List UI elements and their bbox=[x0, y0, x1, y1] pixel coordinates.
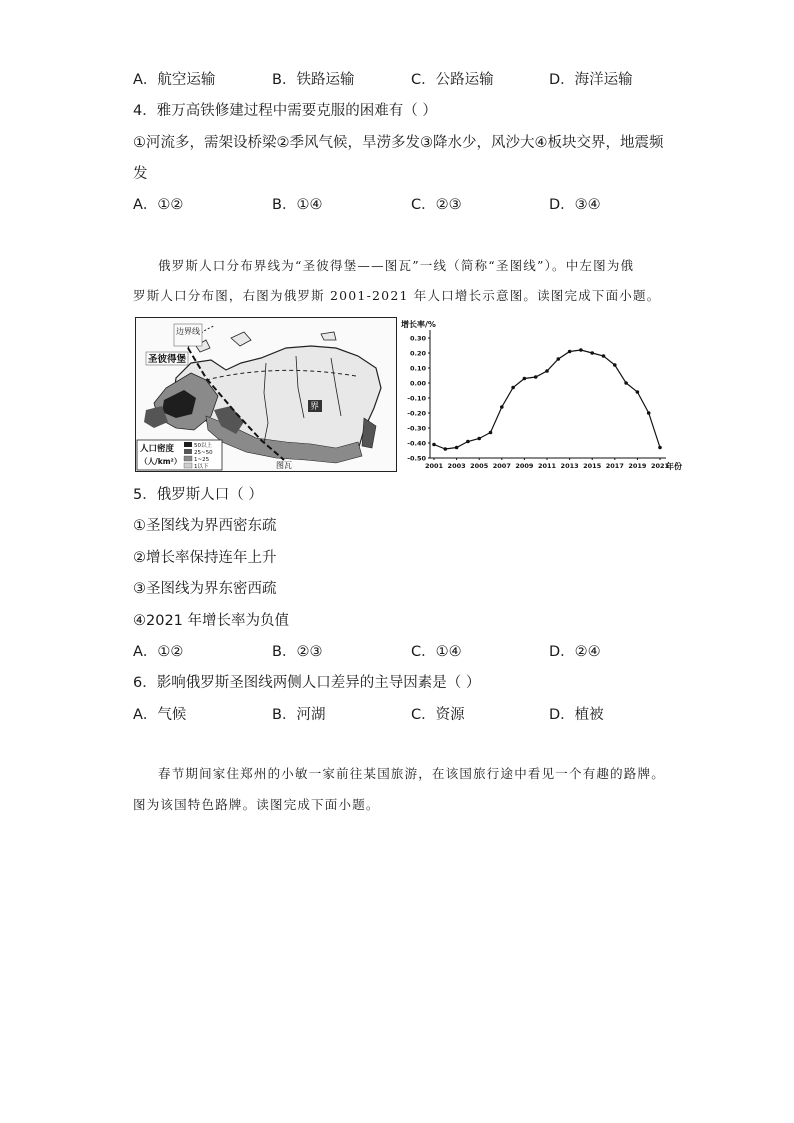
y-tick-label: 0.30 bbox=[409, 334, 426, 343]
label-st-petersburg: 圣彼得堡 bbox=[148, 354, 187, 365]
legend-item-2: 25~50 bbox=[194, 450, 213, 456]
label-border-sign: 界 bbox=[310, 402, 320, 412]
x-tick-label: 2021 bbox=[650, 462, 670, 470]
y-tick-label: 0.20 bbox=[409, 349, 426, 358]
x-tick-label: 2013 bbox=[560, 462, 579, 470]
x-tick-label: 2001 bbox=[424, 462, 444, 470]
population-map-figure bbox=[136, 318, 396, 471]
data-point bbox=[455, 446, 459, 450]
intro1-line1: 俄罗斯人口分布界线为“圣彼得堡——图瓦”一线（简称“圣图线”）。中左图为俄 bbox=[158, 258, 635, 273]
q5-statement-1: ①圣图线为界西密东疏 bbox=[133, 518, 277, 534]
legend-item-1: 50以上 bbox=[194, 443, 212, 449]
data-point bbox=[511, 386, 515, 390]
q5-statement-4: ④2021 年增长率为负值 bbox=[133, 613, 290, 629]
legend-swatch-3 bbox=[184, 456, 192, 461]
x-tick-label: 2019 bbox=[628, 462, 647, 470]
x-tick-label: 2005 bbox=[470, 462, 489, 470]
q6-option-b: B．河湖 bbox=[272, 707, 326, 723]
legend-swatch-2 bbox=[184, 449, 192, 454]
population-map bbox=[135, 317, 397, 472]
data-point bbox=[590, 351, 594, 355]
y-tick-label: 0.10 bbox=[409, 364, 426, 373]
q4-option-d: D．③④ bbox=[549, 197, 601, 213]
legend-item-3: 1~25 bbox=[194, 457, 210, 463]
y-tick-label: -0.40 bbox=[407, 439, 426, 448]
x-tick-label: 2011 bbox=[537, 462, 557, 470]
x-tick-label: 2003 bbox=[447, 462, 466, 470]
legend-swatch-1 bbox=[184, 442, 192, 447]
data-point bbox=[444, 447, 448, 451]
y-tick-label: -0.50 bbox=[407, 454, 426, 463]
x-tick-label: 2017 bbox=[605, 462, 624, 470]
label-boundary-line: 边界线 bbox=[176, 327, 200, 336]
arctic-island-1 bbox=[231, 332, 251, 346]
intro2-line1: 春节期间家住郑州的小敏一家前往某国旅游，在该国旅行途中看见一个有趣的路牌。 bbox=[158, 766, 665, 781]
data-point bbox=[466, 440, 470, 444]
label-tuva: 图瓦 bbox=[276, 461, 292, 470]
data-point bbox=[477, 437, 481, 441]
q3-option-a: A．航空运输 bbox=[133, 72, 216, 88]
data-point bbox=[432, 443, 436, 447]
data-point bbox=[534, 375, 538, 379]
data-point bbox=[636, 390, 640, 394]
q5-stem: 5．俄罗斯人口（ ） bbox=[133, 487, 263, 503]
q5-option-a: A．①② bbox=[133, 644, 184, 660]
data-point bbox=[489, 431, 493, 435]
data-point bbox=[658, 446, 662, 450]
data-point bbox=[500, 405, 504, 409]
q4-option-a: A．①② bbox=[133, 197, 184, 213]
y-tick-label: -0.10 bbox=[407, 394, 426, 403]
q4-stem: 4．雅万高铁修建过程中需要克服的困难有（ ） bbox=[133, 103, 437, 119]
data-point bbox=[523, 377, 527, 381]
q5-option-d: D．②④ bbox=[549, 644, 601, 660]
q6-option-d: D．植被 bbox=[549, 707, 604, 723]
q4-statements: ①河流多，需架设桥梁②季风气候，旱涝多发③降水少，风沙大④板块交界，地震频 bbox=[133, 135, 664, 151]
series-line bbox=[434, 350, 660, 449]
data-point bbox=[557, 357, 561, 361]
q4-option-c: C．②③ bbox=[411, 197, 462, 213]
data-point bbox=[613, 363, 617, 367]
x-axis-label: 年份 bbox=[666, 462, 682, 471]
legend-swatch-4 bbox=[184, 463, 192, 468]
arctic-island-3 bbox=[321, 332, 336, 340]
q3-option-b: B．铁路运输 bbox=[272, 72, 355, 88]
legend-title: 人口密度 bbox=[140, 444, 175, 454]
y-tick-label: 0.00 bbox=[409, 379, 426, 388]
q5-option-b: B．②③ bbox=[272, 644, 323, 660]
q5-statement-3: ③圣图线为界东密西疏 bbox=[133, 581, 277, 597]
q6-stem: 6．影响俄罗斯圣图线两侧人口差异的主导因素是（ ） bbox=[133, 675, 481, 691]
q5-statement-2: ②增长率保持连年上升 bbox=[133, 550, 277, 566]
data-point bbox=[579, 348, 583, 352]
data-point bbox=[624, 381, 628, 385]
chart-axes bbox=[430, 330, 666, 458]
x-tick-label: 2009 bbox=[515, 462, 534, 470]
data-point bbox=[602, 354, 606, 358]
x-tick-label: 2007 bbox=[492, 462, 511, 470]
growth-rate-chart bbox=[398, 316, 698, 476]
intro1-line2: 罗斯人口分布图，右图为俄罗斯 2001-2021 年人口增长示意图。读图完成下面小题。 bbox=[133, 288, 661, 303]
q3-option-d: D．海洋运输 bbox=[549, 72, 633, 88]
q5-option-c: C．①④ bbox=[411, 644, 462, 660]
legend-unit: （人/km²） bbox=[140, 457, 182, 466]
q4-statements-cont: 发 bbox=[133, 166, 148, 182]
y-tick-label: -0.30 bbox=[407, 424, 426, 433]
x-tick-label: 2015 bbox=[583, 462, 602, 470]
legend-item-4: 1以下 bbox=[194, 464, 209, 470]
series-points bbox=[432, 348, 662, 451]
data-point bbox=[568, 350, 572, 354]
data-point bbox=[545, 369, 549, 373]
q4-option-b: B．①④ bbox=[272, 197, 323, 213]
far-east-patch bbox=[362, 418, 376, 448]
intro2-line2: 图为该国特色路牌。读图完成下面小题。 bbox=[133, 797, 380, 812]
y-axis-label: 增长率/% bbox=[401, 320, 436, 329]
q3-option-c: C．公路运输 bbox=[411, 72, 494, 88]
y-tick-label: -0.20 bbox=[407, 409, 426, 418]
data-point bbox=[647, 411, 651, 415]
q6-option-a: A．气候 bbox=[133, 707, 187, 723]
q6-option-c: C．资源 bbox=[411, 707, 465, 723]
